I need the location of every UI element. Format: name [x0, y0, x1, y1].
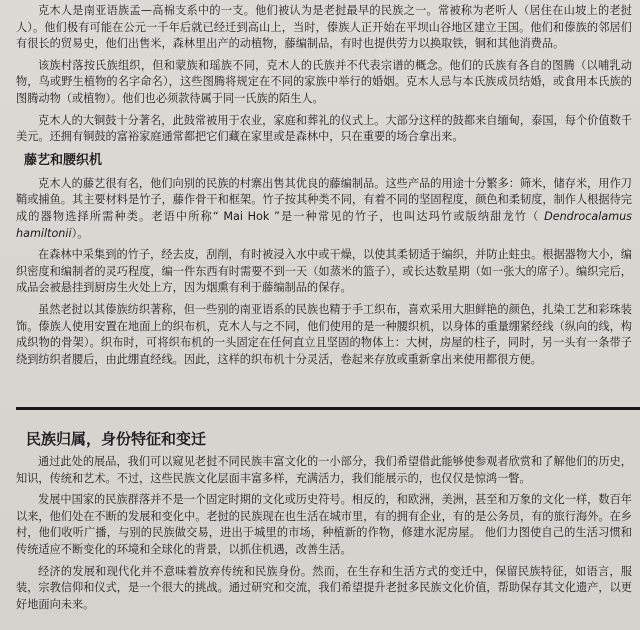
- paragraph: 经济的发展和现代化并不意味着放弃传统和民族身份。然而，在生存和生活方式的变迁中，保留民族特征，如语言，服装，宗教信仰和仪式，是一个很大的挑战。通过研究和交流，我们希望提升老挝多民族文化价值，帮助保存其文化遗产，以更好地面向未来。: [16, 564, 632, 611]
- paragraph: 克木人是南亚语族孟—高棉支系中的一支。他们被认为是老挝最早的民族之一。常被称为老听人（居住在山坡上的老挝人）。他们极有可能在公元一千年后就已经迁到高山上，当时，傣族人正开始在平坝山谷地区建立王国。他们和傣族的邻居们有很长的贸易史，他们出售米，森林里出产的动植物，藤编制品，有时也提供劳力以换取铁，铜和其他消费品。: [16, 4, 632, 51]
- paragraph: 克木人的大铜鼓十分著名，此鼓常被用于农业，家庭和葬礼的仪式上。大部分这样的鼓都来自缅甸，泰国，每个价值数千美元。还拥有铜鼓的富裕家庭通常都把它们藏在家里或是森林中，只在重要的场合拿出来。: [16, 113, 632, 144]
- text-run: ）。: [71, 226, 89, 240]
- section-identity: [16, 428, 632, 618]
- paragraph: 在森林中采集到的竹子，经去皮，刮削，有时被浸入水中或干燥，以使其柔韧适于编织，并防止蛀虫。根据器物大小，编织密度和编制者的灵巧程度，编一件东西有时需要不到一天（如蒸米的篮子），或长达数星期（如一张大的席子）。编织完后，成品会被悬挂到厨房生火处上方，因为烟熏有利于藤编制品的保存。: [16, 248, 632, 295]
- paragraph: 通过此处的展品，我们可以窥见老挝不同民族丰富文化的一小部分，我们希望借此能够使参观者欣赏和了解他们的历史，知识，传统和艺术。不过，这些民族文化层面丰富多样，充满活力，我们能展示的，也仅仅是惊鸿一瞥。: [16, 455, 632, 485]
- paragraph: 该族村落按氏族组织，但和蒙族和瑶族不同，克木人的氏族并不代表宗谱的概念。他们的氏族有各自的图腾（以哺乳动物，鸟或野生植物的名字命名），这些图腾将规定在不同的家族中举行的婚姻。克木人忌与本氏族成员结婚，或食用本氏族的图腾动物（或植物）。他们也必须款待属于同一氏族的陌生人。: [16, 58, 632, 105]
- section-khmu: [16, 3, 632, 373]
- section-heading: 藤艺和腰织机: [24, 152, 103, 168]
- section-title: 民族归属，身份特征和变迁: [26, 430, 207, 448]
- paragraph: 发展中国家的民族群落并不是一个固定时期的文化或历史符号。相反的，和欧洲，美洲，甚至和万象的文化一样，数百年以来，他们处在不断的发展和变化中。老挝的民族现在也生活在城市里，有的拥有企业，有的是公务员，有的旅行海外。在乡村，他们收听广播，与别的民族做交易，进出于城里的市场，种植新的作物，修建水泥房屋。 他们力图使自己的生活习惯和传统适应不断变化的环境和全球化的背景，以抓住机遇，改善生活。: [16, 493, 632, 556]
- bamboo-term: Mai Hok: [223, 209, 270, 223]
- paragraph: 虽然老挝以其傣族纺织著称，但一些别的南亚语系的民族也精于手工织布，喜欢采用大胆鲜艳的颜色，扎染工艺和彩珠装饰。傣族人使用安置在地面上的织布机，克木人与之不同，他们使用的是一种腰织机，以身体的重量绷紧经线（纵向的线，构成织物的骨架）。织布时，可将织布机的一头固定在任何直立且坚固的物体上：大树，房屋的柱子，同时，另一头有一条带子绕到纺织者腰后，由此绷直经线。因此，这样的织布机十分灵活，卷起来存放或重新拿出来使用都很方便。: [16, 302, 632, 366]
- latin-name: Dendrocalamus hamiltonii: [16, 209, 633, 240]
- section-divider: [16, 407, 640, 410]
- text-run: 克木人的藤艺很有名，他们向别的民族的村寨出售其优良的藤编制品。这些产品的用途十分繁多：筛米，储存米，用作刀鞘或捕鱼。其主要材料是竹子，藤作骨干和框架。竹子按其种类不同，有着不同的坚固程度，颜色和柔韧度，制作人根据待完成的器物选择所需种类。老语中所称“: [16, 176, 632, 223]
- paragraph: [16, 176, 632, 242]
- text-run: ”是一种常见的竹子，也叫达玛竹或版纳甜龙竹（: [274, 209, 540, 223]
